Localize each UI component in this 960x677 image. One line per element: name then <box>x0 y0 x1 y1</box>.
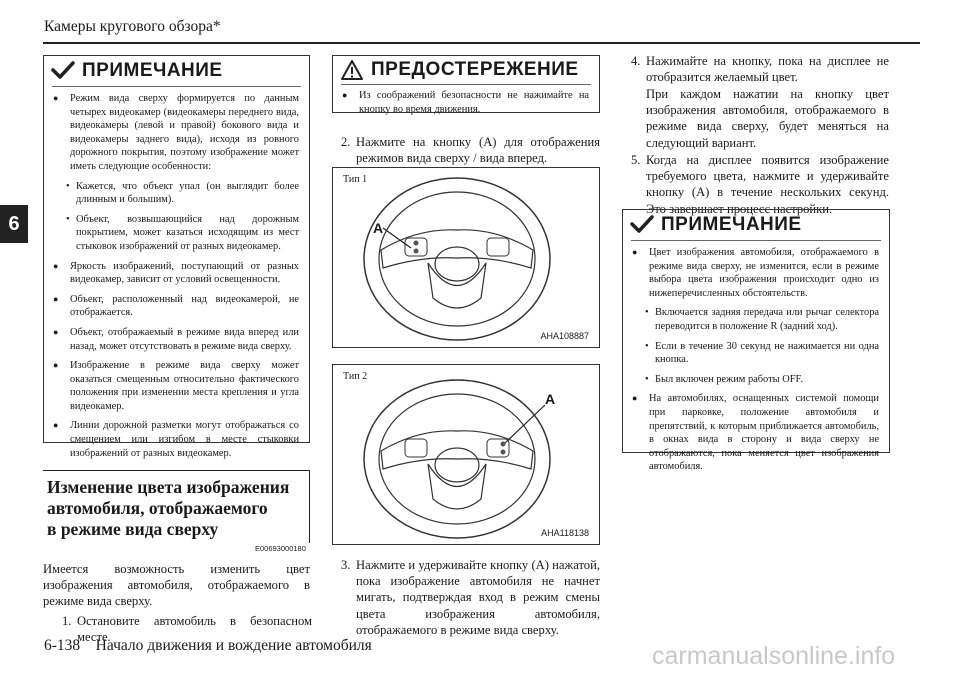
step-5 <box>631 152 889 217</box>
step-text: При каждом нажатии на кнопку цвет изображения автомобиля, отображаемого в режиме вида сверху, будет меняться на следующий вариант. <box>646 87 889 150</box>
note-item: ● Яркость изображений, поступающий от разных видеокамер, зависит от условий освещенности. <box>44 260 299 287</box>
note-item: ● На автомобилях, оснащенных системой помощи при парковке, положение автомобиля и препятствий, к которым приближается автомобиль, в окнах вида в сторону и вида сверху не отображаются, пока меняется цвет изображения автомобиля. <box>623 392 879 474</box>
chapter-name: Начало движения и вождение автомобиля <box>95 637 372 654</box>
note-subitem: • Был включен режим работы OFF. <box>623 373 879 387</box>
note-subitem: • Объект, возвышающийся над дорожным покрытием, может казаться исходящим из мест стыковок изображений от разных видеокамер. <box>44 213 299 254</box>
step-text: Когда на дисплее появится изображение требуемого цвета, нажмите и удерживайте кнопку (A) в течение нескольких секунд. Это завершает процесс настройки. <box>646 153 889 216</box>
step-text: Остановите автомобиль в безопасном месте. <box>77 614 312 645</box>
step-number: 2. <box>341 135 351 149</box>
page-number: 6-138 <box>44 637 81 654</box>
note-header <box>44 56 309 86</box>
figure-code: AHA118138 <box>541 528 589 538</box>
note-title: ПРИМЕЧАНИЕ <box>82 60 223 81</box>
warning-header <box>333 56 599 84</box>
note-item: ● Линии дорожной разметки могут отображаться со смещением или изгибом в месте стыковки изображений от разных видеокамер. <box>44 419 299 460</box>
step-text: Нажимайте на кнопку, пока на дисплее не отобразится желаемый цвет. <box>646 54 889 85</box>
section-title-line: автомобиля, отображаемого <box>47 498 268 518</box>
section-title-line: в режиме вида сверху <box>47 519 219 539</box>
warning-triangle-icon <box>339 59 365 81</box>
page-header-title: Камеры кругового обзора* <box>44 18 221 35</box>
warning-title: ПРЕДОСТЕРЕЖЕНИЕ <box>371 59 579 80</box>
step-3 <box>341 557 600 638</box>
note-subitem: • Включается задняя передача или рычаг селектора переводится в положение R (задний ход). <box>623 306 879 333</box>
step-number: 3. <box>341 558 351 572</box>
step-text: Нажмите и удерживайте кнопку (A) нажатой, пока изображение автомобиля не начнет мигать, подтверждая вход в режим смены цвета изображения автомобиля, отображаемого в режиме вида сверху. <box>356 558 600 637</box>
note-item: ● Объект, отображаемый в режиме вида вперед или назад, может отсутствовать в режиме вида сверху. <box>44 326 299 353</box>
figure-label: Тип 1 <box>343 174 368 185</box>
note-subitem: • Если в течение 30 секунд не нажимается ни одна кнопка. <box>623 340 879 367</box>
step-number: 5. <box>631 153 641 167</box>
step-text: Нажмите на кнопку (A) для отображения режимов вида сверху / вида вперед. <box>356 135 600 166</box>
step-number: 1. <box>62 614 72 628</box>
figure-code: AHA108887 <box>540 331 589 341</box>
steering-wheel-drawing <box>333 168 599 347</box>
note-header <box>623 210 889 240</box>
step-4-continued <box>631 86 889 151</box>
steering-wheel-figure-type2 <box>332 364 600 545</box>
note-items <box>623 241 889 474</box>
note-icon <box>50 60 76 82</box>
section-intro: Имеется возможность изменить цвет изображения автомобиля, отображаемого в режиме вида сверху. <box>43 562 310 609</box>
header-rule <box>43 42 920 44</box>
watermark: carmanualsonline.info <box>652 642 896 670</box>
step-4 <box>631 53 889 85</box>
step-2 <box>341 134 600 166</box>
note-item: ● Цвет изображения автомобиля, отображаемого в режиме вида сверху, не изменится, если в режиме выбора цвета изображения происходит одно из нижеперечисленных обстоятельств. <box>623 246 879 300</box>
page-footer <box>44 637 372 655</box>
note-icon <box>629 214 655 236</box>
button-a-marker: A <box>373 220 384 236</box>
steering-wheel-figure-type1 <box>332 167 600 348</box>
button-a-marker: A <box>545 391 556 407</box>
figure-label: Тип 2 <box>343 371 368 382</box>
warning-rule <box>341 84 591 85</box>
note-box-1 <box>43 55 310 459</box>
note-subitem: • Кажется, что объект упал (он выглядит более длинным и большим). <box>44 180 299 207</box>
note-box-2 <box>622 209 890 473</box>
note-item: ● Изображение в режиме вида сверху может оказаться смещенным относительно фактического положения при изменении места крепления и угла видеокамер. <box>44 359 299 413</box>
section-title-line: Изменение цвета изображения <box>47 477 290 497</box>
step-number: 4. <box>631 54 641 68</box>
note-item: ● Объект, расположенный над видеокамерой, не отображается. <box>44 293 299 320</box>
steering-wheel-drawing <box>333 365 599 544</box>
section-title <box>43 470 310 543</box>
note-items <box>44 87 309 460</box>
chapter-tab: 6 <box>0 205 28 243</box>
warning-box <box>332 55 600 113</box>
warning-text: ● Из соображений безопасности не нажимайте на кнопку во время движения. <box>333 89 589 116</box>
note-item: ● Режим вида сверху формируется по данным четырех видеокамер (видеокамеры переднего вида, видеокамеры (левой и правой) бокового вида и видеокамеры заднего вида), исходя из ровного дорожного покрытия, поэтому изображение может иметь следующие особенности: <box>44 92 299 174</box>
note-title: ПРИМЕЧАНИЕ <box>661 214 802 235</box>
section-code: E00693000180 <box>255 544 306 553</box>
